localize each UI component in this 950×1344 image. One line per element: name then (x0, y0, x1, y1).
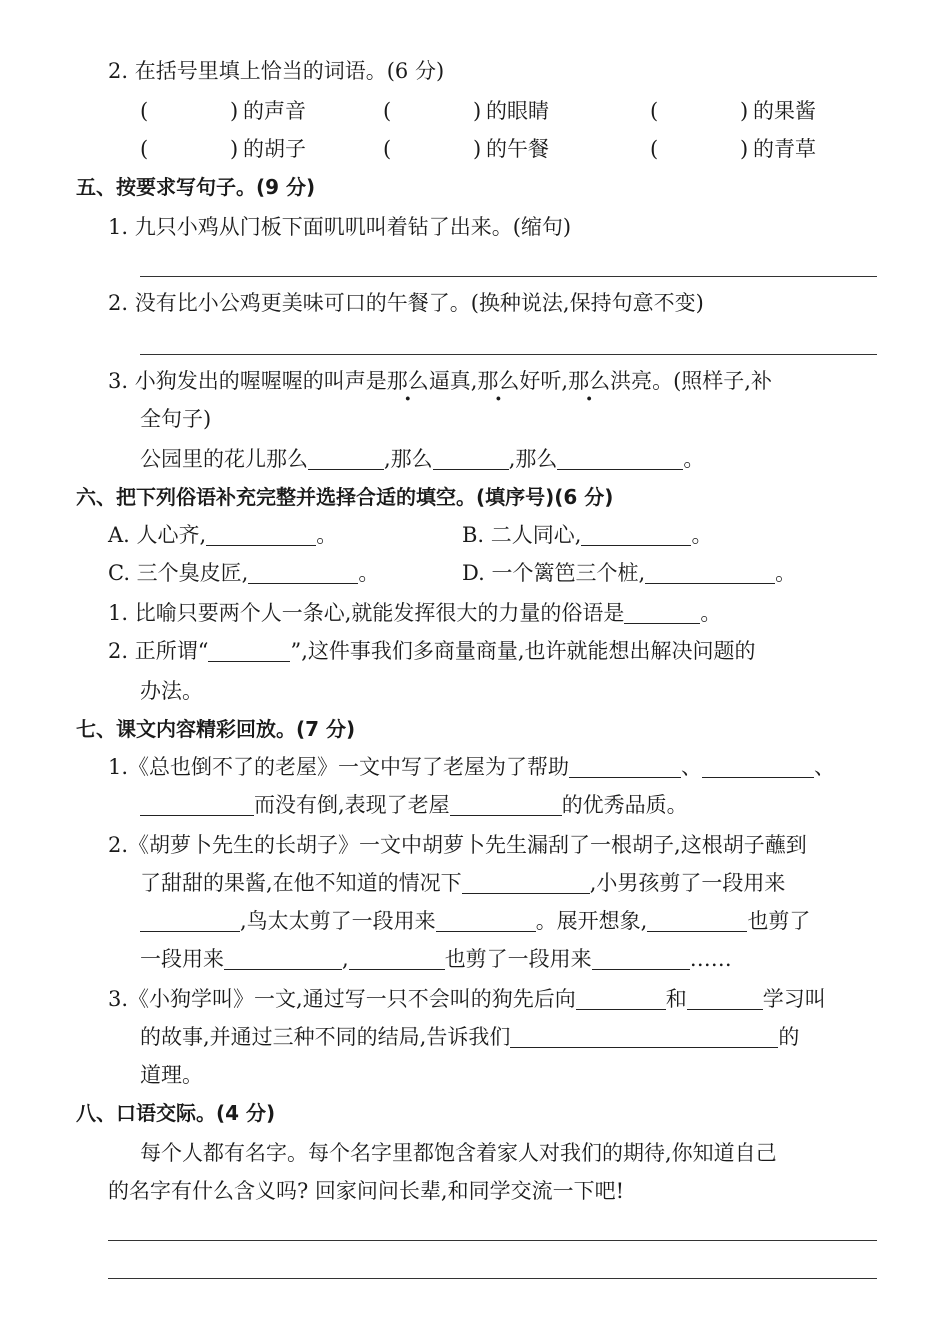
s7-q2-l3: ,鸟太太剪了一段用来 。展开想象, 也剪了 (140, 906, 810, 936)
blank[interactable] (140, 909, 240, 932)
s5-q2-answer-line[interactable] (140, 354, 877, 355)
s5-q1-answer-line[interactable] (140, 276, 877, 277)
blank[interactable] (557, 447, 683, 470)
proverb-a: A. 人心齐, 。 (108, 523, 338, 547)
s6-q2-cont: 办法。 (140, 679, 203, 703)
emphasis-dots-3: 那么 (568, 369, 611, 393)
fill-paren-4[interactable]: ( (140, 137, 149, 161)
s5-q2: 2. 没有比小公鸡更美味可口的午餐了。(换种说法,保持句意不变) (108, 291, 704, 315)
blank[interactable] (592, 947, 690, 970)
proverb-d: D. 一个篱笆三个桩, 。 (462, 561, 797, 585)
blank[interactable] (433, 447, 509, 470)
blank[interactable] (436, 909, 536, 932)
phrase-jam: 的果酱 (753, 99, 816, 123)
blank[interactable] (308, 447, 384, 470)
s6-q1: 1. 比喻只要两个人一条心,就能发挥很大的力量的俗语是 。 (108, 601, 722, 625)
proverb-b: B. 二人同心, 。 (462, 523, 713, 547)
s7-q1: 1.《总也倒不了的老屋》一文中写了老屋为了帮助 、 、 (108, 755, 836, 779)
s5-q1: 1. 九只小鸡从门板下面叽叽叫着钻了出来。(缩句) (108, 215, 572, 239)
section-7-title: 七、课文内容精彩回放。(7 分) (76, 717, 356, 741)
blank[interactable] (569, 755, 681, 778)
blank[interactable] (510, 1025, 778, 1048)
phrase-grass: 的青草 (753, 137, 816, 161)
section-6-title: 六、把下列俗语补充完整并选择合适的填空。(填序号)(6 分) (76, 485, 614, 509)
blank[interactable] (576, 987, 666, 1010)
blank[interactable] (624, 601, 700, 624)
s7-q2: 2.《胡萝卜先生的长胡子》一文中胡萝卜先生漏刮了一根胡子,这根胡子蘸到 (108, 833, 807, 857)
blank[interactable] (248, 561, 358, 584)
s7-q3-l3: 道理。 (140, 1063, 203, 1087)
fill-paren-3[interactable]: ( (650, 99, 659, 123)
phrase-beard: 的胡子 (243, 137, 306, 161)
s5-q3: 3. 小狗发出的喔喔喔的叫声是那么逼真,那么好听,那么洪亮。(照样子,补 (108, 366, 772, 396)
s6-q2: 2. 正所谓“ ”,这件事我们多商量商量,也许就能想出解决问题的 (108, 639, 756, 663)
proverb-c: C. 三个臭皮匠, 。 (108, 561, 380, 585)
blank[interactable] (206, 523, 316, 546)
s5-q3-cont: 全句子) (140, 407, 212, 431)
fill-paren-5[interactable]: ( (383, 137, 392, 161)
s8-answer-line-2[interactable] (108, 1278, 877, 1279)
fill-paren-1[interactable]: ( (140, 99, 149, 123)
q4-2-title: 2. 在括号里填上恰当的词语。(6 分) (108, 59, 445, 83)
blank[interactable] (208, 639, 290, 662)
s8-paragraph-l2: 的名字有什么含义吗? 回家问问长辈,和同学交流一下吧! (108, 1179, 625, 1203)
fill-paren-6[interactable]: ( (650, 137, 659, 161)
s7-q2-l2: 了甜甜的果酱,在他不知道的情况下 ,小男孩剪了一段用来 (140, 871, 786, 895)
s7-q3: 3.《小狗学叫》一文,通过写一只不会叫的狗先后向 和 学习叫 (108, 987, 826, 1011)
blank[interactable] (462, 871, 590, 894)
blank[interactable] (349, 947, 445, 970)
s7-q2-l4: 一段用来 , 也剪了一段用来 …… (140, 947, 732, 971)
s5-q3-fill: 公园里的花儿那么 ,那么 ,那么 。 (140, 447, 705, 471)
s7-q3-l2: 的故事,并通过三种不同的结局,告诉我们 的 (140, 1025, 800, 1049)
blank[interactable] (581, 523, 691, 546)
blank[interactable] (224, 947, 342, 970)
phrase-sound: 的声音 (243, 99, 306, 123)
blank[interactable] (450, 793, 562, 816)
phrase-lunch: 的午餐 (486, 137, 549, 161)
blank[interactable] (702, 755, 814, 778)
blank[interactable] (647, 909, 747, 932)
blank[interactable] (687, 987, 763, 1010)
section-8-title: 八、口语交际。(4 分) (76, 1101, 276, 1125)
s7-q1-cont: 而没有倒,表现了老屋 的优秀品质。 (140, 790, 688, 820)
blank[interactable] (140, 793, 254, 816)
emphasis-dots-1: 那么 (386, 369, 429, 393)
blank[interactable] (645, 561, 775, 584)
phrase-eyes: 的眼睛 (486, 99, 549, 123)
fill-paren-2[interactable]: ( (383, 99, 392, 123)
section-5-title: 五、按要求写句子。(9 分) (76, 175, 316, 199)
s8-answer-line-1[interactable] (108, 1240, 877, 1241)
s8-paragraph-l1: 每个人都有名字。每个名字里都饱含着家人对我们的期待,你知道自己 (140, 1141, 777, 1165)
emphasis-dots-2: 那么 (477, 369, 520, 393)
